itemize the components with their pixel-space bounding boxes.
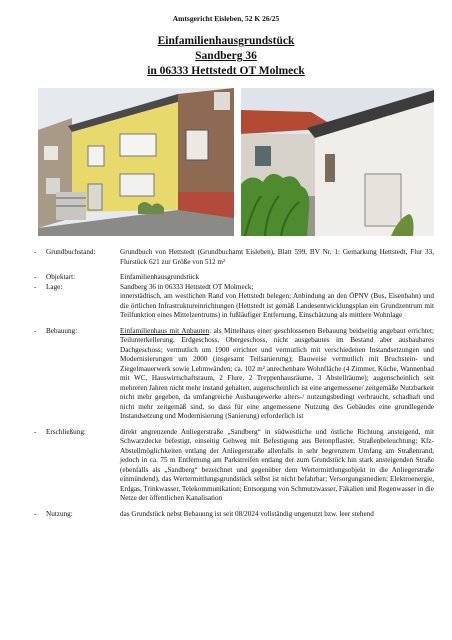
property-details bbox=[34, 248, 434, 519]
value-bebauung bbox=[120, 327, 434, 422]
row-bebauung bbox=[34, 327, 434, 422]
title-property-type: Einfamilienhausgrundstück bbox=[157, 35, 295, 47]
title-street: Sandberg 36 bbox=[195, 50, 257, 62]
bullet-dash: - bbox=[34, 248, 37, 256]
photo-street-facade bbox=[38, 88, 234, 236]
value-grundbuch: Grundbuch von Hettstedt (Grundbuchamt Eisleben), Blatt 599, BV Nr. 1: Gemarkung Hettstedt, Flur 33, Flurstück 621 zur Größe von 512 m² bbox=[120, 248, 434, 266]
label-lage: Lage: bbox=[46, 282, 63, 291]
court-reference: Amtsgericht Eisleben, 52 K 26/25 bbox=[172, 14, 280, 23]
label-grundbuch: Grundbuchstand: bbox=[46, 248, 96, 256]
value-lage-description: innerstädtisch, am westlichen Rand von Hettstedt belegen; Anbindung an den ÖPNV (Bus, Eisenbahn) und die örtlichen Infrastruktureinrichtungen (Hettstedt ist gemäß Landesentwicklungsplan ein Grundzentrum mit Teilfunktion eines Mittelzentrums) in fußläufiger Entfernung, Einschätzung als mittlere Wohnlage bbox=[120, 292, 434, 319]
value-bebauung-description: : als Mittelhaus einer geschlossenen Bebauung beidseitig angebaut errichtet; Teilunterkellerung, Erdgeschoss, Obergeschoss, nicht ausgebautes im Bestand aber ausbaubares Dachgeschoss; vermutlich um 1900 errichtet und vermutlich mit verschiedenen Instandsetzungen und Modernisierungen um 2000 (insgesamt Teilsanierung); Bauweise vermutlich mit Bruchstein- und Ziegelmauerwerk sowie Lehmwänden; ca. 102 m² anrechenbare Wohnfläche (4 Zimmer, Küche, Wannenbad mit WC, Hauswirtschaftsraum, 2 Flure, 2 Treppenhausräume, 3 Abstellräume); augenscheinlich seit mehreren Jahren nicht mehr instand gehalten, augenscheinlich ist eine angemessene/ zeitgemäße Nutzbarkeit nicht mehr gegeben, da umfangreiche Ausbaugewerke alters-/ nutzungsbedingt verbraucht, schadhaft und nicht mehr zeitgemäß sind, so dass für eine angemessene Nutzung des Gebäudes eine grundlegende Instandsetzung und Modernisierung (Sanierung) erforderlich ist bbox=[120, 326, 434, 420]
row-lage bbox=[34, 283, 434, 321]
label-objektart: Objektart: bbox=[46, 273, 76, 281]
bullet-dash: - bbox=[34, 282, 37, 291]
label-bebauung: Bebauung: bbox=[46, 326, 78, 335]
row-grundbuch bbox=[34, 248, 434, 267]
value-erschliessung: direkt angrenzende Anliegerstraße „Sandberg“ in südwestliche und östliche Richtung ansteigend, mit Schwarzdecke befestigt, einseitig Gehweg mit Befestigung aus Betonpflaster, Straßenbeleuchtung; Kfz-Abstellmöglichkeiten entlang der Anliegerstraße allenfalls in sehr begrenztem Umfang am Straßenrand, jedoch in ca. 75 m Entfernung am Parkstreifen entlang der zum Grundstück hin stark ansteigenden Straße (ebenfalls als „Sandberg“ bezeichnet und gegenüber dem Wertermittlungsobjekt in die Anliegerstraße einmündend), das Wertermittlungsgrundstück selbst ist nicht befahrbar; Versorgungsmedien: Elektroenergie, Erdgas, Trinkwasser, Telekommunikation; Entsorgung von Schmutzwasser, Fäkalien und Regenwasser in die Netze der öffentlichen Kanalisation bbox=[120, 427, 434, 502]
title-city: in 06333 Hettstedt OT Molmeck bbox=[147, 65, 305, 77]
value-lage-address: Sandberg 36 in 06333 Hettstedt OT Molmeck; bbox=[120, 282, 254, 291]
value-bebauung-type: Einfamilienhaus mit Anbauten bbox=[120, 326, 210, 335]
value-nutzung: das Grundstück nebst Bebauung ist seit 08/2024 vollständig ungenutzt bzw. leer stehend bbox=[120, 509, 374, 518]
row-objektart bbox=[34, 273, 434, 283]
row-erschliessung bbox=[34, 428, 434, 504]
row-nutzung bbox=[34, 510, 434, 520]
value-lage bbox=[120, 283, 434, 321]
label-nutzung: Nutzung: bbox=[46, 509, 73, 518]
label-erschliessung: Erschließung: bbox=[46, 427, 86, 436]
bullet-dash: - bbox=[34, 326, 37, 335]
value-objektart: Einfamilienhausgrundstück bbox=[120, 273, 200, 281]
bullet-dash: - bbox=[34, 509, 37, 518]
bullet-dash: - bbox=[34, 427, 37, 436]
bullet-dash: - bbox=[34, 273, 37, 281]
photo-rear-courtyard bbox=[241, 88, 434, 236]
